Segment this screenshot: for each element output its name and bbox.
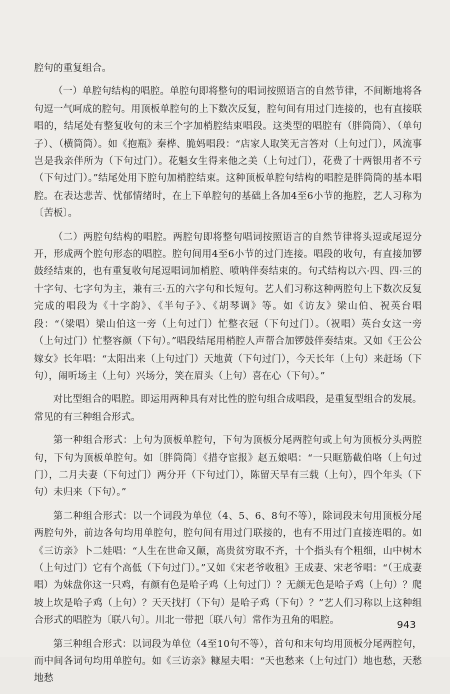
paragraph: 第三种组合形式：以词段为单位（4至10句不等），首句和末句均用顶板分尾两腔句，而中间各词句均用单腔句。如《三访亲》糠屋夫唱：“天也愁来（上句过门）地也愁，天愁地愁	[34, 638, 422, 685]
paragraph: 腔句的重复组合。	[34, 63, 112, 74]
page-number: 943	[396, 620, 416, 631]
paragraph: （二）两腔句结构的唱腔。两腔句即将整句唱词按照语言的自然节律将头逗或尾逗分开，形成两个腔句形态的唱腔。腔句间用4至6小节的过门连接。唱段的收句，有直接加锣鼓经结束的，也有重复收句尾逗唱词加梢腔、喷呐伴奏结束的。句式结构以六·四、四·三的十字句、七字句为主，兼有三·五的六字句和长短句。艺人们习称这种两腔句上下数次反复完成的唱段为《十字韵》、《半句子》、《胡琴调》等。如《访友》梁山伯、祝英台唱段：“（梁唱）梁山伯这一旁（上句过门）忙整衣冠（下句过门）。（祝唱）英台女这一旁（上句过门）忙整容颜（下句）。”唱段结尾用梢腔人声帮合加锣鼓伴奏结束。又如《王公公嫁女》长年唱：“太阳出来（上句过门）天地黄（下句过门），今天长年（上句）来赶场（下句），闹听场主（上句）兴场分，笑在眉头（上句）喜在心（下句）。”	[34, 231, 422, 382]
paragraph: 对比型组合的唱腔。即运用两种具有对比性的腔句组合成唱段，是重复型组合的发展。常见的有三种组合形式。	[34, 394, 422, 423]
paragraph: 第一种组合形式：上句为顶板单腔句，下句为顶板分尾两腔句或上句为顶板分头两腔句，下句为顶板单腔句。如〔胖筒筒〕《措夺宦报》赵五娘唱：“一只眶筋截伯咯（上句过门），二月夫妻（下句过门）两分开（下句过门），陈留天旱有三载（上句），四个年头（下句）未归来（下句）。”	[34, 435, 422, 499]
paragraph: 第二种组合形式：以一个词段为单位（4、5、6、8句不等），除词段末句用顶板分尾两腔句外，前边各句均用单腔句，腔句间有用过门联接的，也有不用过门直接连唱的。如《三访亲》卜二娃唱：“人生在世命又颠，高贵贫穷取不齐，十个指头有个粗细，山中树木（上句过门）它有个高低（下句过门）。”又如《宋老爷收租》王成妻、宋老爷唱：“（王成妻唱）为妹盘你这一只鸡，有颜有色是哈子鸡（上句过门）？无颜无色是哈子鸡（上句）？爬坡上坎是哈子鸡（上句）？天天找打（下句）是哈子鸡（下句）？”艺人们习称以上这种组合形式的唱腔为〔联八句〕。川北一带把〔联八句〕常作为丑角的唱腔。	[34, 510, 422, 627]
body-text	[34, 60, 422, 694]
paragraph: （一）单腔句结构的唱腔。单腔句即将整句的唱词按照语言的自然节律，不间断地将各句逗一气呵成的腔句。用顶板单腔句的上下数次反复，腔句间有用过门连接的，也有直接联唱的，结尾处有整复收句的末三个字加梢腔结束唱段。这类型的唱腔有（胖筒筒）、（单句子）、（横筒筒）。如《抱瓶》秦桦、脆妈唱段：“店家人取笑无言答对（上句过门），风流事岂是我亲伴所为（下句过门）。花魁女生得来他之美（上句过门），花费了十两银用者不亏（下句过门）。”结尾处用下腔句加梢腔结束。这种顶板单腔句结构的唱腔是胖筒筒的基本唱腔。在表达悲苦、忧郁情绪时，在上下单腔句的基础上各加4至6小节的拖腔，艺人习称为〔苦板〕。	[34, 86, 422, 220]
